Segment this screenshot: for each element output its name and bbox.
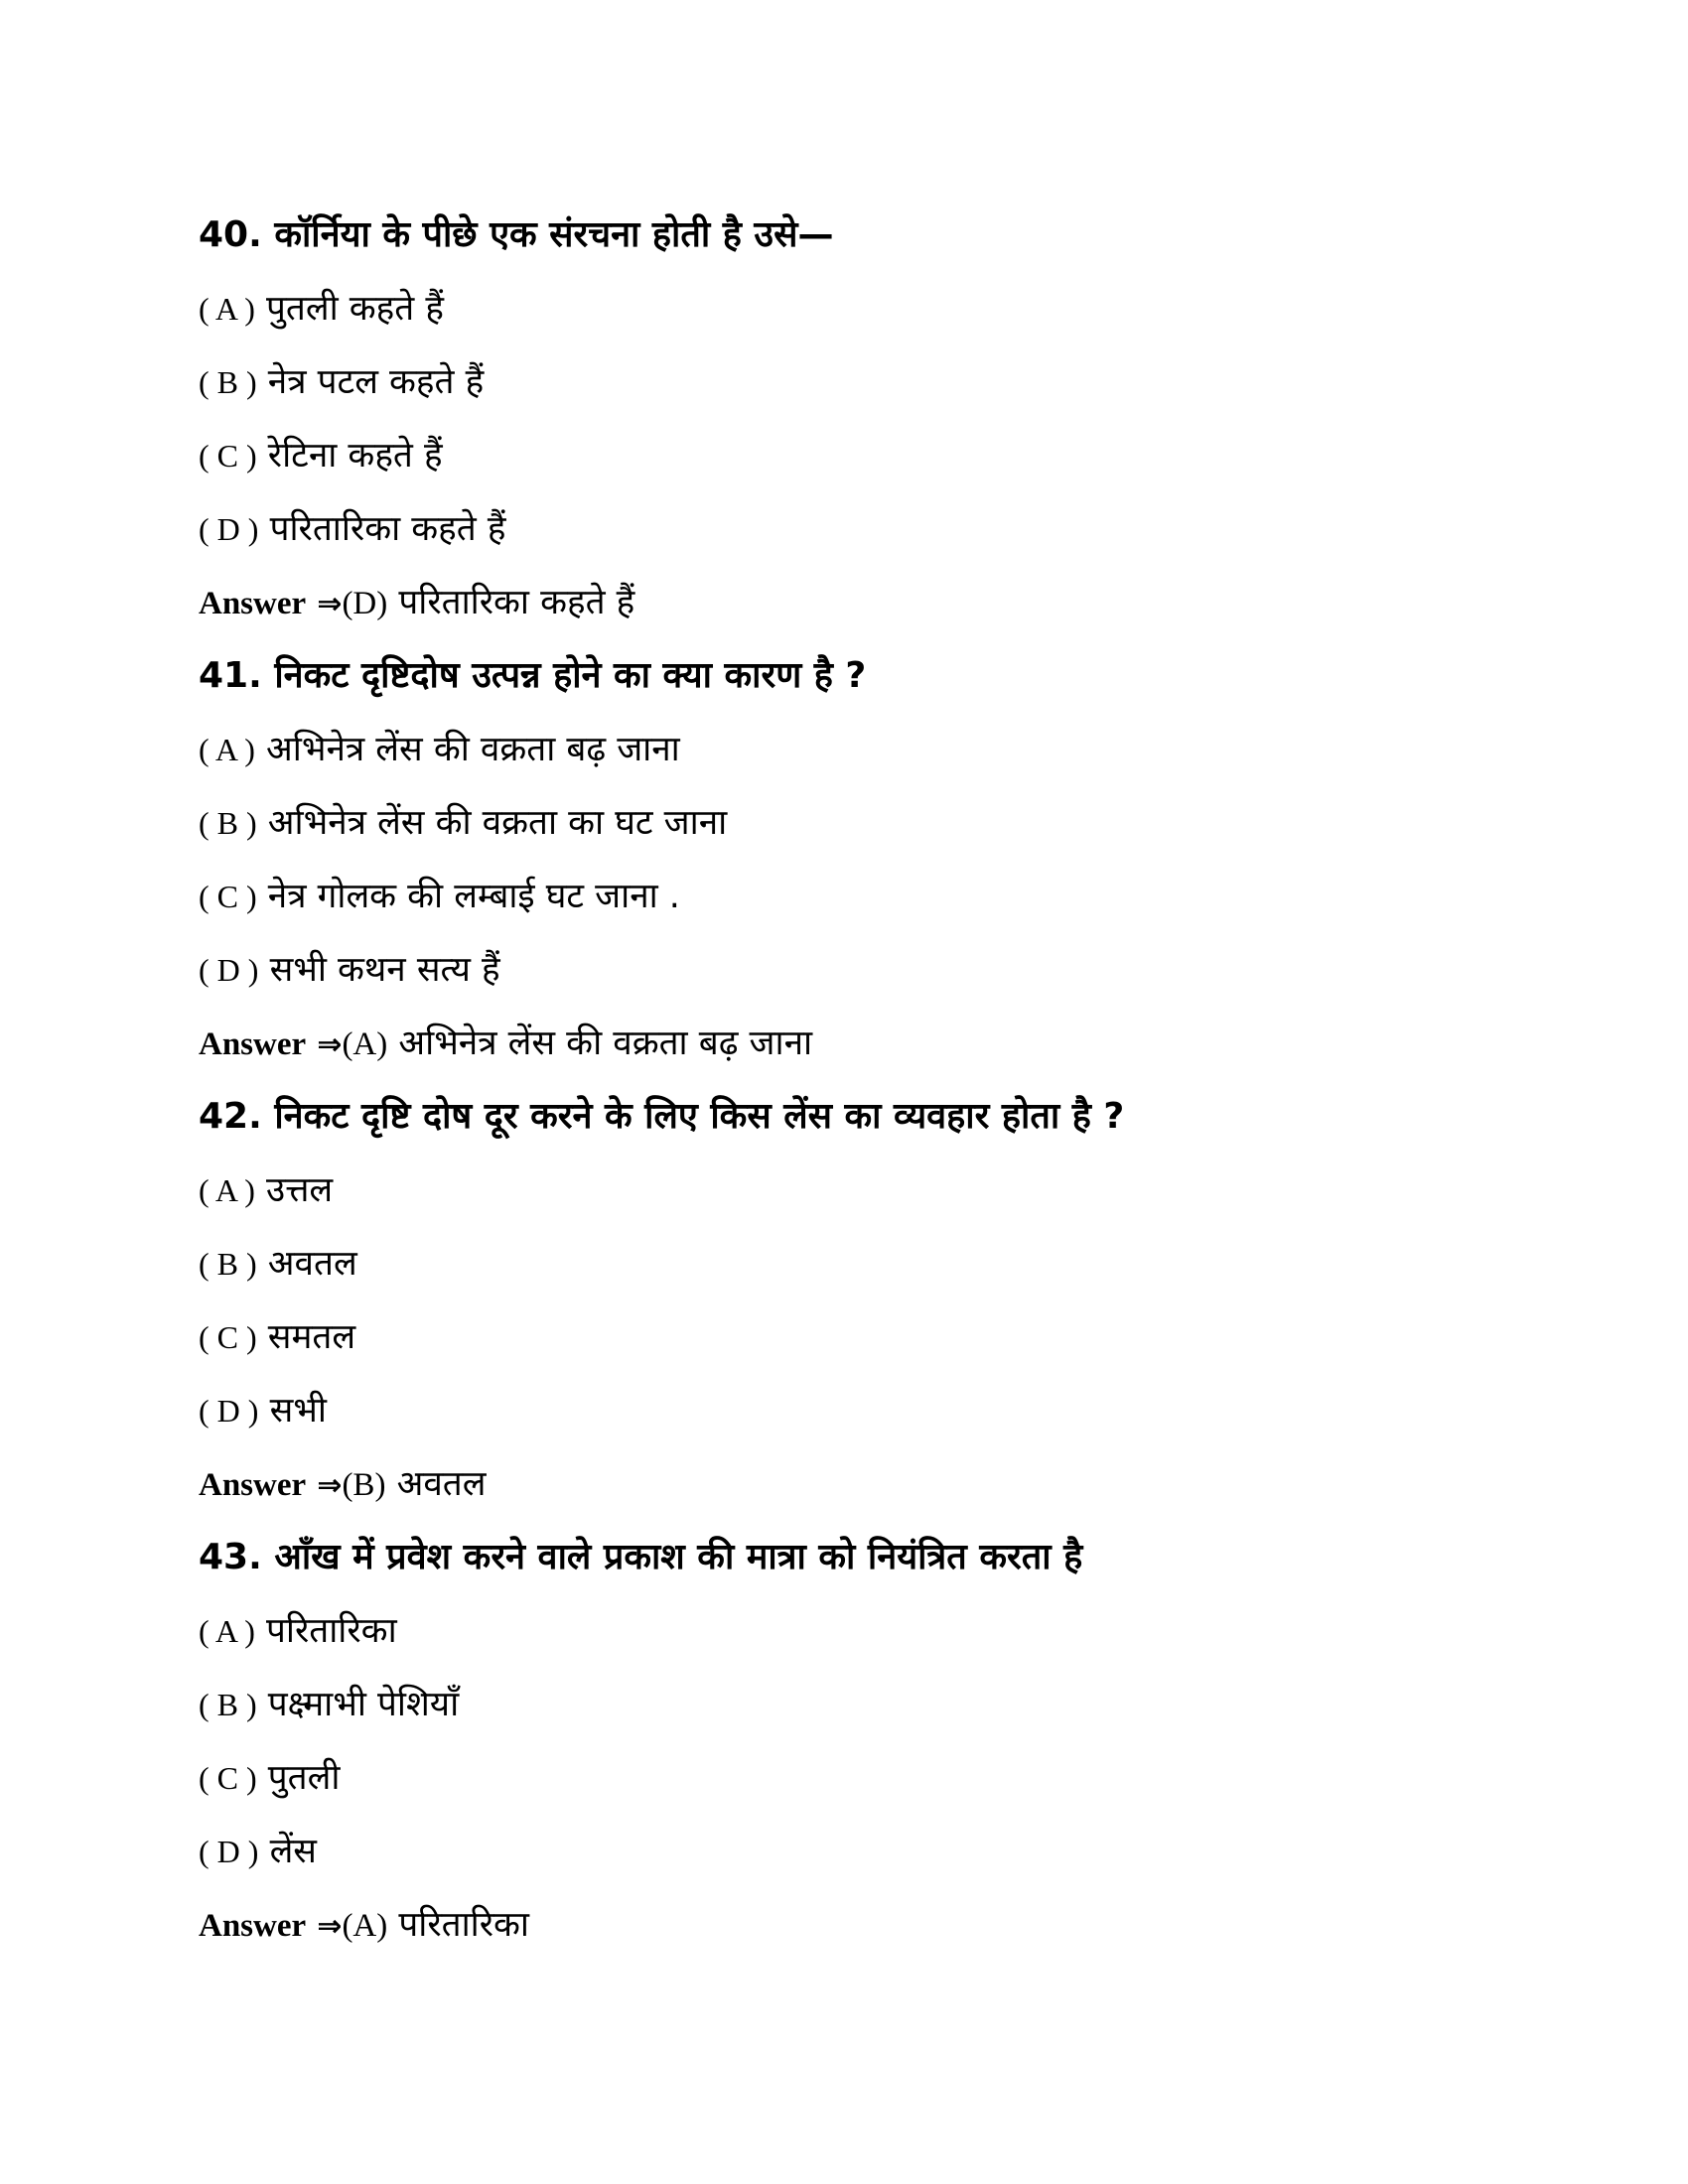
option-text: पुतली [267,1758,341,1798]
option-d [199,933,1529,1007]
option-text: परितारिका कहते हैं [269,509,506,549]
question-number: 41. [199,655,262,696]
option-b [199,345,1529,419]
question-page [199,199,1529,1962]
answer-text: अभिनेत्र लेंस की वक्रता बढ़ जाना [398,1024,813,1063]
option-d [199,1374,1529,1447]
option-c [199,419,1529,492]
question-42 [199,1080,1529,1521]
question-43 [199,1521,1529,1962]
option-letter: ( C ) [199,438,257,474]
option-b [199,786,1529,860]
option-text: सभी कथन सत्य हैं [269,950,500,990]
question-heading [199,639,1529,713]
option-letter: ( A ) [199,291,255,327]
option-c [199,1300,1529,1374]
option-c [199,860,1529,933]
option-d [199,1815,1529,1888]
answer-text: परितारिका कहते हैं [398,583,635,622]
answer-choice: (D) [342,586,388,621]
answer-label: Answer [199,586,307,621]
answer-choice: (A) [342,1026,388,1062]
option-text: नेत्र पटल कहते हैं [267,362,485,402]
answer-line [199,1447,1529,1521]
question-40 [199,199,1529,639]
answer-arrow-icon: ⇒ [317,1027,343,1062]
option-letter: ( C ) [199,1319,257,1355]
question-text: निकट दृष्टि दोष दूर करने के लिए किस लेंस का व्यवहार होता है ? [274,1096,1125,1137]
option-letter: ( A ) [199,1172,255,1208]
question-heading [199,1080,1529,1154]
option-text: पुतली कहते हैं [266,289,444,329]
option-text: पक्ष्माभी पेशियाँ [267,1685,460,1724]
option-letter: ( A ) [199,1613,255,1649]
option-text: रेटिना कहते हैं [267,436,443,476]
option-letter: ( D ) [199,952,259,988]
option-b [199,1227,1529,1300]
option-text: सभी [269,1391,327,1431]
question-text: कॉर्निया के पीछे एक संरचना होती है उसे— [274,214,834,255]
option-text: परितारिका [266,1611,397,1651]
answer-label: Answer [199,1467,307,1503]
answer-arrow-icon: ⇒ [317,1468,343,1503]
question-number: 42. [199,1096,262,1137]
option-letter: ( B ) [199,1687,257,1722]
option-letter: ( D ) [199,511,259,547]
option-text: उत्तल [266,1170,334,1210]
option-text: लेंस [269,1832,317,1871]
answer-line [199,1007,1529,1080]
option-a [199,272,1529,345]
option-letter: ( B ) [199,805,257,841]
option-text: समतल [267,1317,356,1357]
answer-choice: (A) [342,1908,388,1944]
answer-line [199,566,1529,639]
option-a [199,713,1529,786]
question-heading [199,199,1529,272]
option-c [199,1741,1529,1815]
option-text: अवतल [267,1244,357,1284]
option-letter: ( D ) [199,1393,259,1429]
answer-arrow-icon: ⇒ [317,1909,343,1944]
option-letter: ( A ) [199,732,255,767]
answer-line [199,1888,1529,1962]
option-d [199,492,1529,566]
answer-text: अवतल [396,1464,487,1504]
answer-label: Answer [199,1026,307,1062]
option-text: अभिनेत्र लेंस की वक्रता बढ़ जाना [266,730,680,769]
answer-text: परितारिका [398,1905,529,1945]
answer-label: Answer [199,1908,307,1944]
option-a [199,1154,1529,1227]
question-number: 40. [199,214,262,255]
answer-arrow-icon: ⇒ [317,587,343,621]
option-text: अभिनेत्र लेंस की वक्रता का घट जाना [267,803,728,843]
answer-choice: (B) [342,1467,386,1503]
question-number: 43. [199,1537,262,1577]
question-text: निकट दृष्टिदोष उत्पन्न होने का क्या कारण है ? [274,655,867,696]
option-letter: ( D ) [199,1834,259,1869]
option-b [199,1668,1529,1741]
question-41 [199,639,1529,1080]
option-letter: ( C ) [199,1760,257,1796]
option-letter: ( B ) [199,364,257,400]
option-letter: ( C ) [199,879,257,914]
option-letter: ( B ) [199,1246,257,1282]
option-text: नेत्र गोलक की लम्बाई घट जाना . [267,877,680,916]
option-a [199,1594,1529,1668]
question-text: आँख में प्रवेश करने वाले प्रकाश की मात्रा को नियंत्रित करता है [274,1537,1083,1577]
question-heading [199,1521,1529,1594]
